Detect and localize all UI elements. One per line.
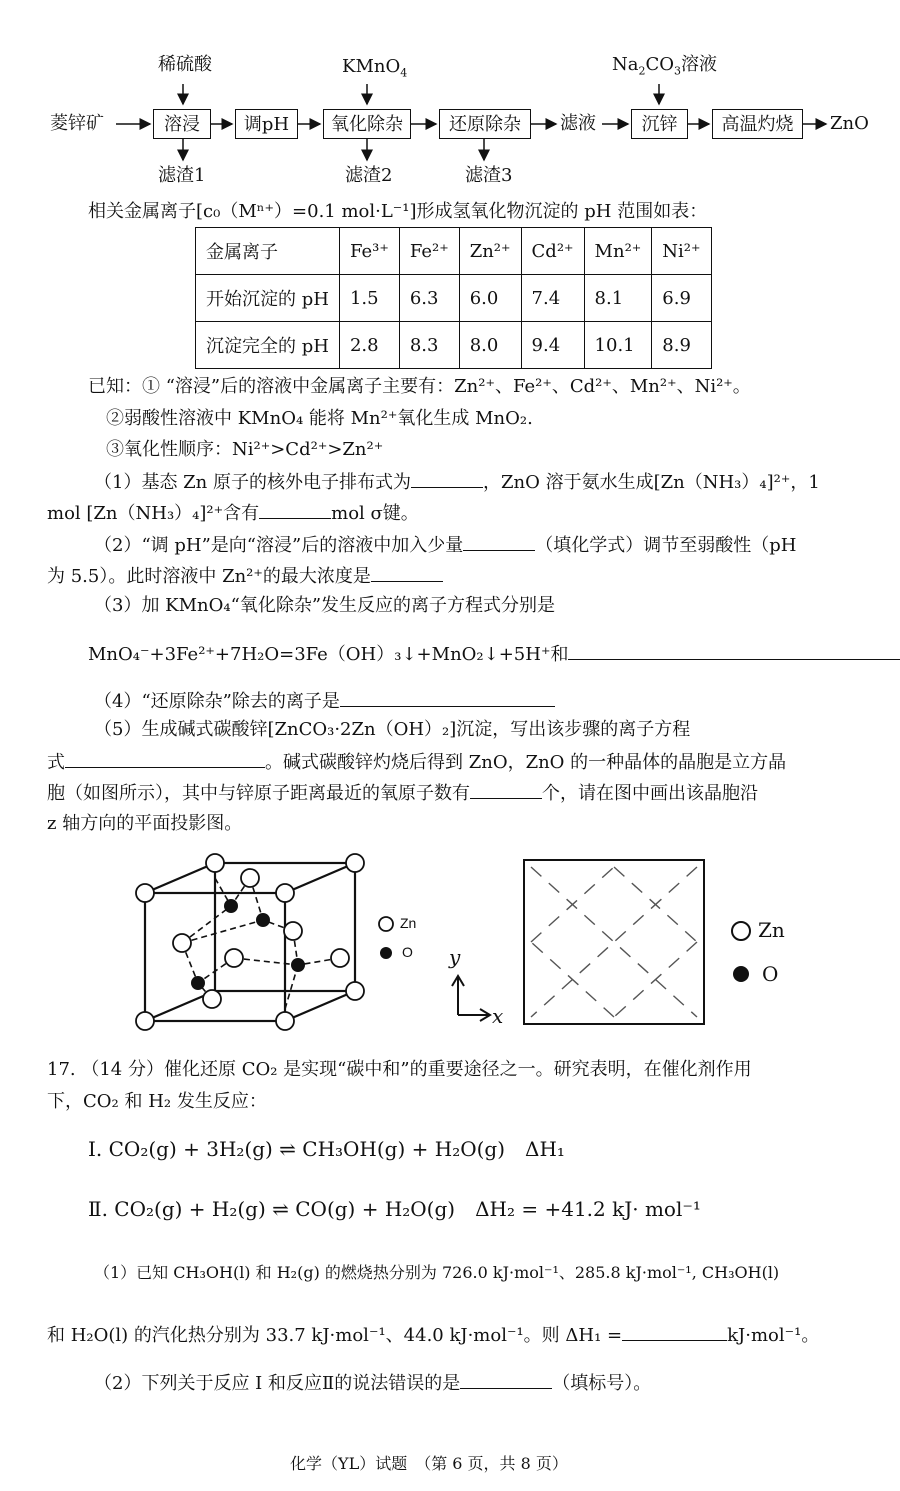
table-cell: 8.0 [459, 322, 521, 369]
legend-o-dot [380, 947, 392, 959]
step-oxidation: 氧化除杂 [323, 109, 411, 139]
table-row [196, 275, 712, 322]
answer-blank[interactable] [411, 469, 483, 488]
q4-line: （4）“还原除杂”除去的离子是 [94, 688, 555, 714]
table-cell: 2.8 [339, 322, 399, 369]
axis-x-label: x [492, 1004, 504, 1028]
table-cell: Mn²⁺ [584, 228, 652, 275]
table-cell: 6.9 [652, 275, 711, 322]
table-cell: 6.0 [459, 275, 521, 322]
table-cell: 金属离子 [196, 228, 340, 275]
step-calcination: 高温灼烧 [712, 109, 803, 139]
table-cell: 7.4 [521, 275, 584, 322]
q3-line2: MnO₄⁻+3Fe²⁺+7H₂O=3Fe（OH）₃↓+MnO₂↓+5H⁺和 [88, 641, 900, 667]
table-cell: 开始沉淀的 pH [196, 275, 340, 322]
answer-blank[interactable] [259, 500, 331, 519]
step-leaching: 溶浸 [153, 109, 211, 139]
table-cell: 沉淀完全的 pH [196, 322, 340, 369]
equation-2: Ⅱ. CO₂(g) + H₂(g) ⇌ CO(g) + H₂O(g) ΔH₂ = +41.2 kJ· mol⁻¹ [88, 1197, 701, 1221]
step-reduction: 还原除杂 [439, 109, 531, 139]
q17-part1-line1: （1）已知 CH₃OH(l) 和 H₂(g) 的燃烧热分别为 726.0 kJ·mol⁻¹、285.8 kJ·mol⁻¹, CH₃OH(l) [94, 1263, 780, 1282]
reagent-kmno4: KMnO$_4$ [342, 56, 408, 80]
table-cell: 10.1 [584, 322, 652, 369]
table-cell: 8.9 [652, 322, 711, 369]
q5-line2: 式 。碱式碳酸锌灼烧后得到 ZnO，ZnO 的一种晶体的晶胞是立方晶 [47, 749, 786, 775]
legend-small-zn: Zn [400, 915, 417, 931]
flow-arrows [0, 0, 900, 195]
table-cell: Cd²⁺ [521, 228, 584, 275]
legend-zn-circle [379, 917, 393, 931]
answer-blank[interactable] [622, 1322, 727, 1341]
table-cell: Zn²⁺ [459, 228, 521, 275]
known-2: ②弱酸性溶液中 KMnO₄ 能将 Mn²⁺氧化生成 MnO₂. [106, 408, 533, 429]
known-3: ③氧化性顺序：Ni²⁺>Cd²⁺>Zn²⁺ [106, 439, 384, 460]
q17-part1-line2: 和 H₂O(l) 的汽化热分别为 33.7 kJ·mol⁻¹、44.0 kJ·mol⁻¹。则 ΔH₁ = kJ·mol⁻¹。 [47, 1322, 819, 1348]
zn-atoms [136, 854, 364, 1030]
step-precipitate-zinc: 沉锌 [631, 109, 688, 139]
flow-product: ZnO [830, 113, 869, 134]
residue-3: 滤渣3 [465, 165, 513, 186]
q5-line1: （5）生成碱式碳酸锌[ZnCO₃·2Zn（OH）₂]沉淀，写出该步骤的离子方程 [94, 719, 691, 740]
q5-line4: z 轴方向的平面投影图。 [47, 813, 243, 834]
q17-line1: 17. （14 分）催化还原 CO₂ 是实现“碳中和”的重要途径之一。研究表明，在催化剂作用 [47, 1059, 752, 1080]
answer-blank[interactable] [65, 749, 265, 768]
projection-guides [531, 867, 697, 1017]
table-cell: Ni²⁺ [652, 228, 711, 275]
step-adjust-ph: 调pH [235, 109, 298, 139]
table-intro: 相关金属离子[c₀（Mⁿ⁺）=0.1 mol·L⁻¹]形成氢氧化物沉淀的 pH 范围如表： [88, 201, 708, 222]
answer-blank[interactable] [470, 780, 542, 799]
legend-small-o: O [402, 944, 413, 960]
q2-line1: （2）“调 pH”是向“溶浸”后的溶液中加入少量 （填化学式）调节至弱酸性（pH [94, 532, 796, 558]
q1-line1: （1）基态 Zn 原子的核外电子排布式为 ，ZnO 溶于氨水生成[Zn（NH₃）₄]²⁺，1 [94, 469, 820, 495]
table-cell: 9.4 [521, 322, 584, 369]
axis-y-label: y [449, 945, 461, 969]
residue-1: 滤渣1 [158, 165, 206, 186]
reagent-acid: 稀硫酸 [158, 54, 212, 75]
axis-arrows [452, 976, 490, 1021]
answer-blank[interactable] [460, 1370, 552, 1389]
legend-o: O [762, 962, 779, 986]
q17-line2: 下，CO₂ 和 H₂ 发生反应： [47, 1091, 267, 1112]
page-footer: 化学（YL）试题 （第 6 页，共 8 页） [290, 1454, 568, 1473]
q17-part2-line: （2）下列关于反应 I 和反应Ⅱ的说法错误的是 （填标号）。 [94, 1370, 651, 1396]
answer-blank[interactable] [371, 563, 443, 582]
legend-zn-circle-large [732, 922, 750, 940]
ph-table [195, 227, 712, 369]
answer-blank[interactable] [340, 688, 555, 707]
tetrahedral-bonds [182, 878, 340, 1009]
table-cell: 8.3 [399, 322, 459, 369]
table-cell: 6.3 [399, 275, 459, 322]
table-cell: Fe³⁺ [339, 228, 399, 275]
flow-start: 菱锌矿 [50, 113, 104, 134]
q1-line2: mol [Zn（NH₃）₄]²⁺含有 mol σ键。 [47, 500, 419, 526]
reagent-na2co3: $Na_2CO_3$溶液 [612, 54, 718, 78]
q5-line3: 胞（如图所示），其中与锌原子距离最近的氧原子数有 个，请在图中画出该晶胞沿 [47, 780, 758, 806]
table-cell: 1.5 [339, 275, 399, 322]
q2-line2: 为 5.5）。此时溶液中 Zn²⁺的最大浓度是 [47, 563, 443, 589]
known-1: 已知：① “溶浸”后的溶液中金属离子主要有：Zn²⁺、Fe²⁺、Cd²⁺、Mn²⁺、Ni²⁺。 [88, 376, 751, 397]
table-cell: Fe²⁺ [399, 228, 459, 275]
crystal-figure [0, 845, 900, 1040]
table-header-row [196, 228, 712, 275]
flow-filtrate: 滤液 [560, 113, 596, 134]
q3-line1: （3）加 KMnO₄“氧化除杂”发生反应的离子方程式分别是 [94, 595, 556, 616]
legend-o-dot-large [733, 966, 749, 982]
table-cell: 8.1 [584, 275, 652, 322]
answer-blank[interactable] [568, 641, 900, 660]
table-row [196, 322, 712, 369]
answer-blank[interactable] [463, 532, 535, 551]
equation-1: I. CO₂(g) + 3H₂(g) ⇌ CH₃OH(g) + H₂O(g) ΔH₁ [88, 1137, 565, 1161]
residue-2: 滤渣2 [345, 165, 393, 186]
legend-zn: Zn [758, 918, 785, 942]
